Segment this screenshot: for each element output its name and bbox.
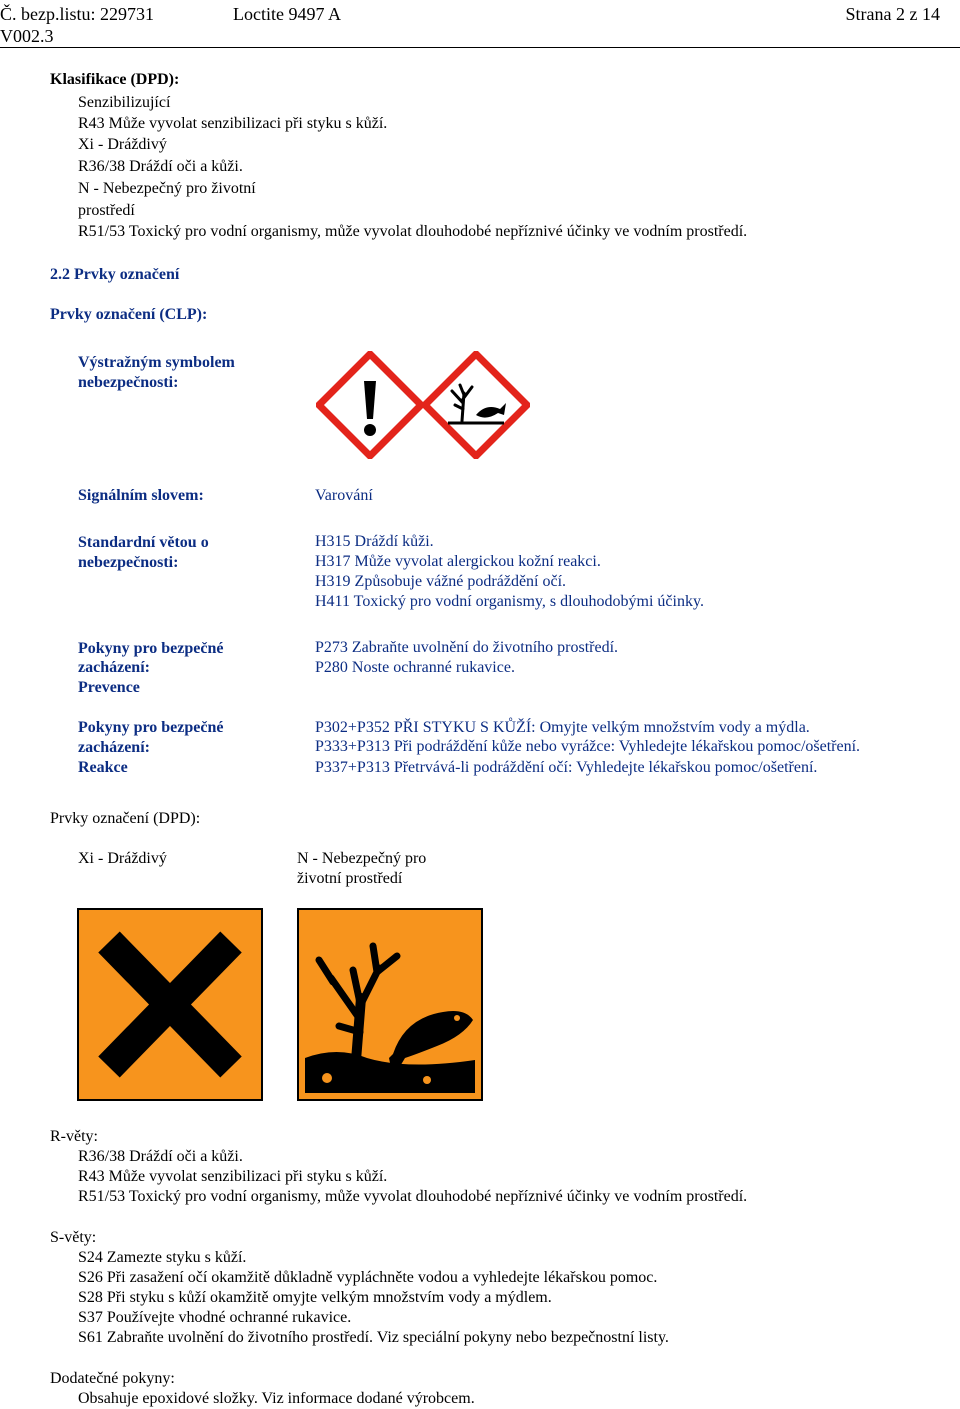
list-item: R43 Může vyvolat senzibilizaci při styku s kůží. xyxy=(78,115,388,132)
prevention-label-cont: zacházení: xyxy=(78,659,150,676)
prevention-label: Pokyny pro bezpečné xyxy=(78,640,224,657)
list-item: R51/53 Toxický pro vodní organismy, může vyvolat dlouhodobé nepříznivé účinky ve vodním prostředí. xyxy=(78,223,748,240)
exclamation-mark-pictogram xyxy=(316,351,424,459)
dpd-classification-heading: Klasifikace (DPD): xyxy=(50,71,180,88)
list-item: P280 Noste ochranné rukavice. xyxy=(315,659,515,676)
prevention-label-sub: Prevence xyxy=(78,679,140,696)
list-item: P337+P313 Přetrvává-li podráždění očí: Vyhledejte lékařskou pomoc/ošetření. xyxy=(315,759,818,776)
list-item: H315 Dráždí kůži. xyxy=(315,533,434,550)
reaction-label-cont: zacházení: xyxy=(78,739,150,756)
header-rule xyxy=(0,47,960,48)
additional-text: Obsahuje epoxidové složky. Viz informace dodané výrobcem. xyxy=(78,1390,475,1407)
irritant-x-pictogram xyxy=(77,908,263,1101)
environment-pictogram xyxy=(422,351,530,459)
list-item: R36/38 Dráždí oči a kůži. xyxy=(78,1148,243,1165)
list-item: S28 Při styku s kůží okamžitě omyjte velkým množstvím vody a mýdlem. xyxy=(78,1289,552,1306)
reaction-label-sub: Reakce xyxy=(78,759,128,776)
product-name: Loctite 9497 A xyxy=(233,4,341,24)
n-symbol-label-cont: životní prostředí xyxy=(297,870,403,887)
list-item: P333+P313 Při podráždění kůže nebo vyrážce: Vyhledejte lékařskou pomoc/ošetření. xyxy=(315,738,861,755)
hazard-symbol-label: Výstražným symbolem xyxy=(78,354,235,371)
list-item: Senzibilizující xyxy=(78,94,171,111)
list-item: H411 Toxický pro vodní organismy, s dlouhodobými účinky. xyxy=(315,593,704,610)
list-item: prostředí xyxy=(78,202,135,219)
list-item: P302+P352 PŘI STYKU S KŮŽÍ: Omyjte velkým množstvím vody a mýdla. xyxy=(315,719,810,736)
sheet-number: Č. bezp.listu: 229731 xyxy=(0,4,154,24)
additional-heading: Dodatečné pokyny: xyxy=(50,1370,175,1387)
list-item: R51/53 Toxický pro vodní organismy, může vyvolat dlouhodobé nepříznivé účinky ve vodním prostředí. xyxy=(78,1188,748,1205)
r-phrases-heading: R-věty: xyxy=(50,1128,98,1145)
list-item: S24 Zamezte styku s kůží. xyxy=(78,1249,247,1266)
dpd-labels-heading: Prvky označení (DPD): xyxy=(50,810,201,827)
list-item: H319 Způsobuje vážné podráždění očí. xyxy=(315,573,567,590)
xi-symbol-label: Xi - Dráždivý xyxy=(78,850,167,867)
signal-word-label: Signálním slovem: xyxy=(78,487,204,504)
list-item: S37 Používejte vhodné ochranné rukavice. xyxy=(78,1309,352,1326)
list-item: S26 Při zasažení očí okamžitě důkladně vypláchněte vodou a vyhledejte lékařskou pomoc. xyxy=(78,1269,658,1286)
reaction-label: Pokyny pro bezpečné xyxy=(78,719,224,736)
s-phrases-heading: S-věty: xyxy=(50,1229,97,1246)
page-number: Strana 2 z 14 xyxy=(845,4,940,24)
hazard-statement-label-cont: nebezpečnosti: xyxy=(78,554,179,571)
clp-heading: Prvky označení (CLP): xyxy=(50,306,208,323)
section-title: 2.2 Prvky označení xyxy=(50,266,180,283)
hazard-statement-label: Standardní větou o xyxy=(78,534,209,551)
list-item: H317 Může vyvolat alergickou kožní reakci. xyxy=(315,553,601,570)
list-item: S61 Zabraňte uvolnění do životního prostředí. Viz speciální pokyny nebo bezpečnostní listy. xyxy=(78,1329,669,1346)
list-item: R43 Může vyvolat senzibilizaci při styku s kůží. xyxy=(78,1168,388,1185)
dead-tree-fish-pictogram xyxy=(297,908,483,1101)
list-item: N - Nebezpečný pro životní xyxy=(78,180,256,197)
list-item: R36/38 Dráždí oči a kůži. xyxy=(78,158,243,175)
signal-word-value: Varování xyxy=(315,487,373,504)
list-item: P273 Zabraňte uvolnění do životního prostředí. xyxy=(315,639,619,656)
version: V002.3 xyxy=(0,26,54,46)
hazard-symbol-label-cont: nebezpečnosti: xyxy=(78,374,179,391)
n-symbol-label: N - Nebezpečný pro xyxy=(297,850,427,867)
list-item: Xi - Dráždivý xyxy=(78,136,167,153)
